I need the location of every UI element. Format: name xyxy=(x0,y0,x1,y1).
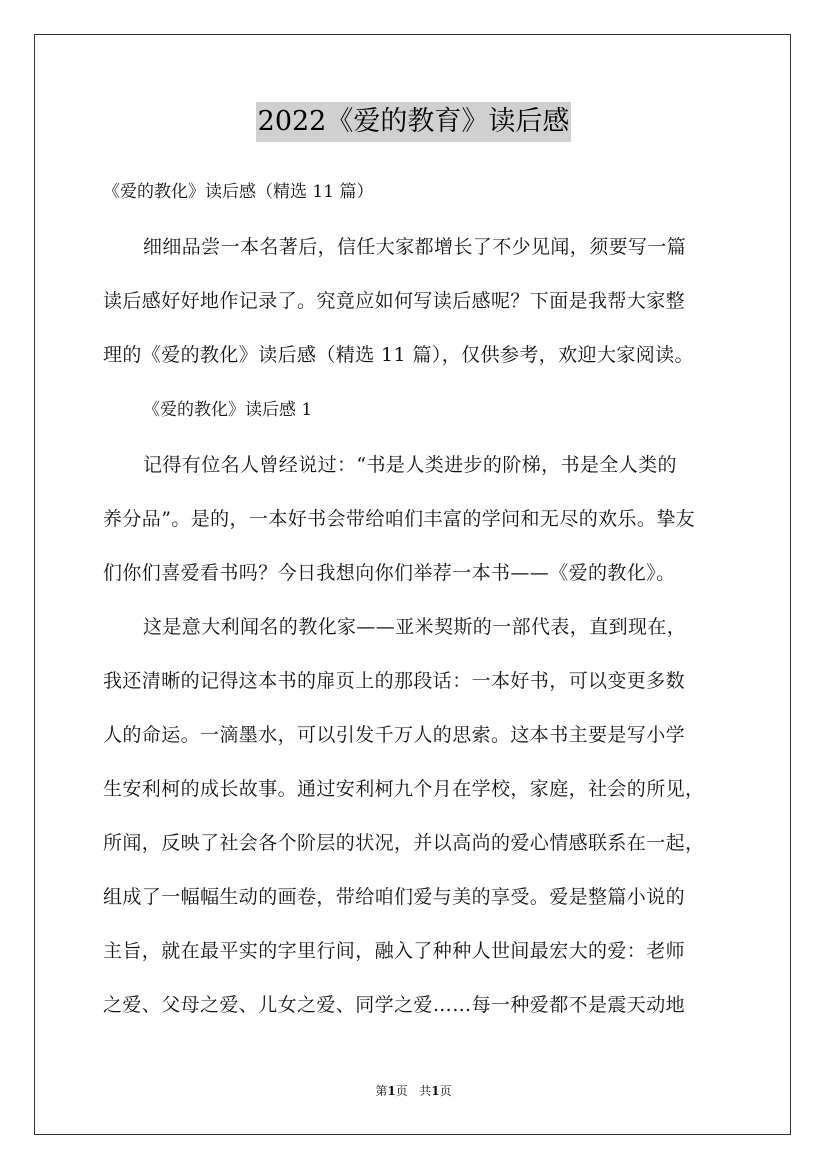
page-footer xyxy=(0,1082,827,1100)
paragraph1-line: 养分品”。是的，一本好书会带给咱们丰富的学问和无尽的欢乐。挚友 xyxy=(103,508,696,530)
intro-line: 细细品尝一本名著后，信任大家都增长了不少见闻，须要写一篇 xyxy=(143,236,687,258)
intro-line: 理的《爱的教化》读后感（精选 11 篇），仅供参考，欢迎大家阅读。 xyxy=(103,344,694,366)
document-subtitle: 《爱的教化》读后感（精选 11 篇） xyxy=(103,182,374,202)
paragraph2-line: 组成了一幅幅生动的画卷，带给咱们爱与美的享受。爱是整篇小说的 xyxy=(103,886,686,908)
paragraph1-line: 们你们喜爱看书吗？今日我想向你们举荐一本书——《爱的教化》。 xyxy=(103,562,676,584)
paragraph2-line: 主旨，就在最平实的字里行间，融入了种种人世间最宏大的爱：老师 xyxy=(103,940,686,962)
document-title: 2022《爱的教育》读后感 xyxy=(256,102,572,142)
footer-page-number: 1 xyxy=(387,1084,396,1098)
paragraph2-line: 之爱、父母之爱、儿女之爱、同学之爱……每一种爱都不是震天动地 xyxy=(103,994,686,1016)
title-container xyxy=(0,102,827,142)
paragraph2-line: 生安利柯的成长故事。通过安利柯九个月在学校，家庭，社会的所见， xyxy=(103,778,705,800)
paragraph2-line: 我还清晰的记得这本书的扉页上的那段话：一本好书，可以变更多数 xyxy=(103,670,686,692)
footer-total-pages: 1 xyxy=(431,1084,440,1098)
footer-page-prefix: 第 xyxy=(375,1084,388,1098)
footer-total-suffix: 页 xyxy=(439,1084,452,1098)
section-heading: 《爱的教化》读后感 1 xyxy=(143,400,313,420)
intro-line: 读后感好好地作记录了。究竟应如何写读后感呢？下面是我帮大家整 xyxy=(103,290,686,312)
paragraph2-line: 所闻，反映了社会各个阶层的状况，并以高尚的爱心情感联系在一起， xyxy=(103,832,705,854)
paragraph2-line: 人的命运。一滴墨水，可以引发千万人的思索。这本书主要是写小学 xyxy=(103,724,686,746)
footer-total-prefix: 共 xyxy=(419,1084,432,1098)
paragraph1-line: 记得有位名人曾经说过：“书是人类进步的阶梯，书是全人类的 xyxy=(143,454,677,476)
footer-page-suffix: 页 xyxy=(395,1084,408,1098)
paragraph2-line: 这是意大利闻名的教化家——亚米契斯的一部代表，直到现在， xyxy=(143,616,687,638)
